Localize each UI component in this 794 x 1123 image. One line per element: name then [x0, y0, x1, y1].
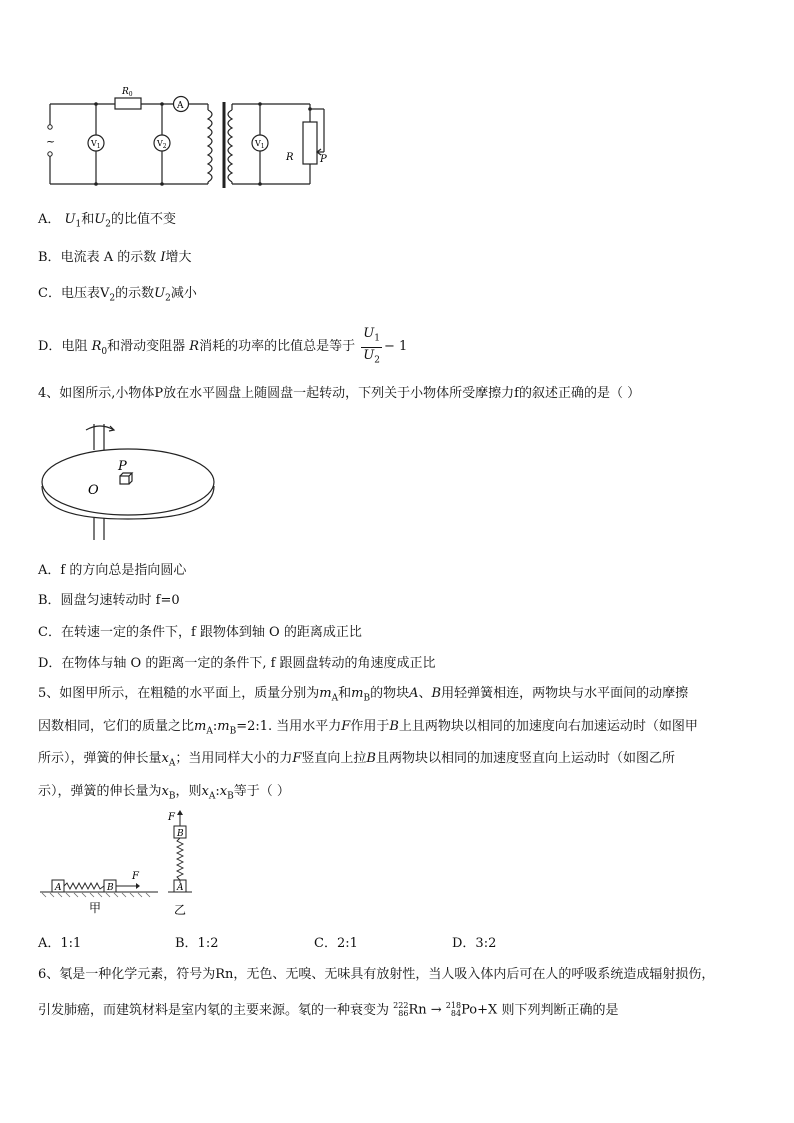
circuit-diagram [40, 82, 350, 192]
voltage-ratio-fraction: $\frac{U_1}{U_2}$ [363, 326, 380, 366]
q5-options [38, 936, 496, 952]
ammeter-label: A [177, 101, 184, 111]
rheostat-r-label: R [286, 152, 294, 163]
q4-stem: 4、如图所示,小物体P放在水平圆盘上随圆盘一起转动，下列关于小物体所受摩擦力f的叙述正确的是（ ） [38, 386, 641, 401]
q5-option-a: A．1:1 [38, 936, 82, 951]
slider-p-label: P [320, 154, 327, 165]
ac-source-symbol: ~ [46, 135, 56, 148]
force-f-label-yi: F [168, 812, 175, 823]
q6-line-2: 引发肺癌，而建筑材料是室内氡的主要来源。氡的一种衰变为 222 86 Rn → 218 84 Po+X 则下列判断正确的是 [38, 1001, 619, 1018]
q3-option-d: D．电阻 $R_0$和滑动变阻器 R消耗的功率的比值总是等于 $\frac{U_1}{U_2}$ − 1 [38, 326, 407, 368]
block-a-label-yi: A [177, 883, 184, 893]
q5-option-c: C．2:1 [314, 936, 358, 951]
q4-option-d: D．在物体与轴 O 的距离一定的条件下, f 跟圆盘转动的角速度成正比 [38, 656, 436, 671]
q3-option-a: A． $U_1$和$U_2$的比值不变 [38, 212, 176, 230]
block-a-label-jia: A [55, 883, 62, 893]
q5-option-b: B．1:2 [175, 936, 219, 951]
q4-option-a: A．f 的方向总是指向圆心 [38, 563, 187, 578]
q5-stem: 5、如图甲所示，在粗糙的水平面上，质量分别为$m_A$和$m_B$的物块A、B用轻弹簧相连，两物块与水平面间的动摩擦 因数相同，它们的质量之比$m_A:m_B=2:1$. 当用水平力F作用于B上且两物块以相同的加速度向右加速运动时（如图甲 所示），弹簧的伸长量$x_A$；当用同样大小的力F竖直向上拉B且两物块以相同的加速度竖直向上运动时（如图乙所 示），弹簧的伸长量为$x_B$，则$x_A:x_B$等于（ ） [38, 686, 698, 802]
voltmeter-v1-label: $V_1$ [91, 139, 101, 150]
r0-label: $R_0$ [122, 87, 133, 98]
figure-yi-label: 乙 [174, 903, 187, 917]
disk-center-label: O [88, 483, 99, 498]
q3-option-b: B．电流表 A 的示数 I增大 [38, 250, 192, 265]
decay-equation: 222 86 Rn → 218 84 Po+X [393, 1001, 498, 1018]
q4-option-b: B．圆盘匀速转动时 f=0 [38, 593, 180, 608]
q6-line-1: 6、氡是一种化学元素，符号为Rn，无色、无嗅、无味具有放射性，当人吸入体内后可在人的呼吸系统造成辐射损伤， [38, 967, 715, 982]
rotating-disk-figure [40, 420, 215, 540]
object-p-label: P [118, 459, 127, 474]
q5-option-d: D．3:2 [452, 936, 497, 951]
q3-option-c: C．电压表$V_2$的示数$U_2$减小 [38, 286, 197, 304]
block-b-label-yi: B [177, 829, 184, 839]
block-b-label-jia: B [107, 883, 114, 893]
figure-jia-label: 甲 [89, 901, 102, 915]
q4-option-c: C．在转速一定的条件下，f 跟物体到轴 O 的距离成正比 [38, 625, 362, 640]
spring-blocks-figure [40, 808, 210, 920]
voltmeter-v2-label: $V_2$ [157, 139, 167, 150]
voltmeter-v1-secondary-label: $V_1$ [255, 139, 265, 150]
force-f-label-jia: F [132, 871, 139, 882]
